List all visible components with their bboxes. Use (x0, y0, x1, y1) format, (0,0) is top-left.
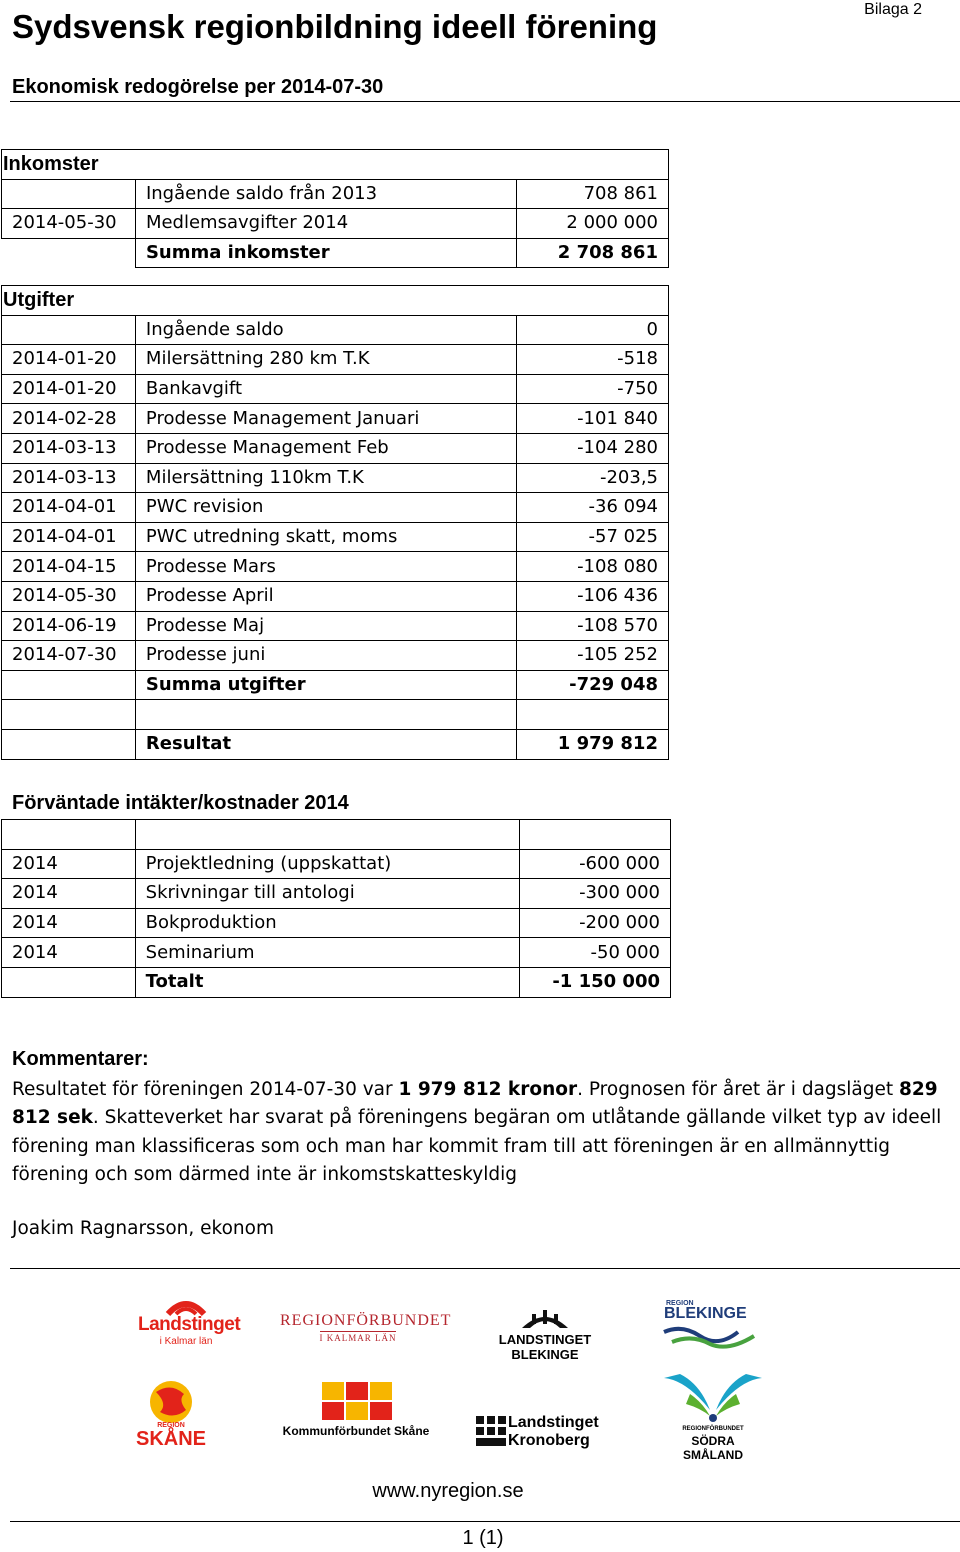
table-row (2, 729, 669, 759)
expense-table (1, 285, 669, 760)
ksk-emblem-icon (282, 1380, 430, 1424)
row-date: 2014-05-30 (2, 581, 136, 611)
row-date (2, 179, 136, 209)
row-date: 2014-04-15 (2, 552, 136, 582)
regionforbundet-kalmar-logo (280, 1312, 452, 1348)
table-row (2, 849, 671, 879)
logo-text: SÖDRA SMÅLAND (683, 1434, 743, 1462)
row-amount: -57 025 (517, 522, 669, 552)
logo-subtext: REGION (157, 1422, 185, 1429)
row-text: Prodesse Maj (135, 611, 516, 641)
empty-cell (2, 729, 136, 759)
blekinge-crown-icon (466, 1306, 624, 1332)
table-row (2, 404, 669, 434)
row-date: 2014-02-28 (2, 404, 136, 434)
logo-text-2: Kronoberg (508, 1432, 590, 1449)
empty-cell (2, 700, 136, 730)
row-date: 2014-04-01 (2, 522, 136, 552)
expense-sum-label: Summa utgifter (135, 670, 516, 700)
table-row (2, 493, 669, 523)
table-row (2, 820, 671, 850)
logo-subtext: REGION (666, 1300, 694, 1307)
row-text: Prodesse juni (135, 641, 516, 671)
empty-cell (2, 238, 136, 268)
row-date: 2014-07-30 (2, 641, 136, 671)
row-date: 2014-03-13 (2, 433, 136, 463)
row-date: 2014 (2, 879, 136, 909)
logo-text: Landstinget (508, 1414, 599, 1431)
row-text: Ingående saldo (135, 315, 516, 345)
landstinget-kalmar-logo (138, 1294, 241, 1350)
document-subtitle: Ekonomisk redogörelse per 2014-07-30 (12, 76, 384, 98)
row-amount: -108 080 (517, 552, 669, 582)
income-heading: Inkomster (2, 150, 669, 180)
forecast-total-amount: -1 150 000 (520, 967, 671, 997)
row-text: Bokproduktion (135, 908, 519, 938)
row-text: Milersättning 110km T.K (135, 463, 516, 493)
empty-cell (2, 820, 136, 850)
skane-griffin-icon (134, 1380, 208, 1424)
logo-subtext: i Kalmar län (159, 1336, 213, 1347)
table-row (2, 522, 669, 552)
row-amount: -108 570 (517, 611, 669, 641)
row-date: 2014 (2, 938, 136, 968)
result-amount: 1 979 812 (517, 729, 669, 759)
kommunforbundet-skane-logo (282, 1380, 430, 1442)
table-row (2, 374, 669, 404)
empty-cell (2, 967, 136, 997)
website-link[interactable]: www.nyregion.se (372, 1480, 524, 1502)
row-text: Medlemsavgifter 2014 (135, 209, 516, 239)
kronoberg-crown-icon (476, 1416, 506, 1448)
document-title: Sydsvensk regionbildning ideell förening (12, 8, 658, 45)
row-text: Seminarium (135, 938, 519, 968)
header-divider (10, 101, 960, 102)
row-amount: -518 (517, 345, 669, 375)
row-text: Skrivningar till antologi (135, 879, 519, 909)
attachment-label: Bilaga 2 (864, 1, 922, 18)
row-amount: -101 840 (517, 404, 669, 434)
logo-text: Landstinget (138, 1314, 241, 1335)
income-table (1, 149, 669, 268)
row-text: Prodesse April (135, 581, 516, 611)
table-row (2, 611, 669, 641)
row-date: 2014 (2, 849, 136, 879)
logo-text: REGIONFÖRBUNDET (280, 1312, 452, 1329)
row-text: PWC utredning skatt, moms (135, 522, 516, 552)
region-skane-logo (134, 1380, 208, 1450)
row-amount: -200 000 (520, 908, 671, 938)
row-text: Ingående saldo från 2013 (135, 179, 516, 209)
row-date: 2014-01-20 (2, 345, 136, 375)
row-date (2, 315, 136, 345)
table-row (2, 433, 669, 463)
row-amount: -105 252 (517, 641, 669, 671)
comment-bold-forecast: 829 812 sek (12, 1079, 938, 1129)
table-row (2, 315, 669, 345)
logo-text: LANDSTINGET BLEKINGE (498, 1332, 592, 1362)
row-amount: -300 000 (520, 879, 671, 909)
empty-cell (517, 700, 669, 730)
regionforbundet-sodra-smaland-logo (660, 1372, 766, 1462)
signature: Joakim Ragnarsson, ekonom (12, 1218, 274, 1239)
table-row (2, 700, 669, 730)
table-row (2, 641, 669, 671)
row-date: 2014-04-01 (2, 493, 136, 523)
table-row (2, 286, 669, 316)
comment-part: Resultatet för föreningen 2014-07-30 var (12, 1079, 399, 1100)
row-amount: -36 094 (517, 493, 669, 523)
blekinge-wave-icon (662, 1322, 762, 1352)
empty-cell (135, 700, 516, 730)
row-text: Bankavgift (135, 374, 516, 404)
comment-bold-result: 1 979 812 kronor (398, 1079, 578, 1100)
forecast-table (1, 819, 671, 998)
forecast-total-label: Totalt (135, 967, 519, 997)
logo-rule (320, 1331, 396, 1332)
row-amount: -203,5 (517, 463, 669, 493)
comments-heading: Kommentarer: (12, 1048, 149, 1070)
result-label: Resultat (135, 729, 516, 759)
row-date: 2014-06-19 (2, 611, 136, 641)
row-text: Prodesse Management Feb (135, 433, 516, 463)
income-sum-amount: 2 708 861 (517, 238, 669, 268)
table-row (2, 463, 669, 493)
row-amount: 708 861 (517, 179, 669, 209)
forecast-heading: Förväntade intäkter/kostnader 2014 (12, 792, 349, 814)
row-amount: 2 000 000 (517, 209, 669, 239)
row-amount: -600 000 (520, 849, 671, 879)
logo-subtext: I KALMAR LÄN (319, 1333, 397, 1343)
table-row (2, 879, 671, 909)
logo-text: SKÅNE (135, 1428, 206, 1450)
table-row (2, 209, 669, 239)
empty-cell (135, 820, 519, 850)
row-text: Milersättning 280 km T.K (135, 345, 516, 375)
row-amount: -106 436 (517, 581, 669, 611)
sodra-smaland-bird-icon (660, 1372, 766, 1426)
row-amount: -104 280 (517, 433, 669, 463)
logo-text: BLEKINGE (664, 1305, 747, 1322)
income-sum-label: Summa inkomster (135, 238, 516, 268)
landstinget-blekinge-logo (466, 1306, 624, 1362)
row-text: PWC revision (135, 493, 516, 523)
table-row (2, 179, 669, 209)
page-number: 1 (1) (462, 1527, 504, 1549)
table-row (2, 552, 669, 582)
region-blekinge-logo (662, 1300, 762, 1350)
row-text: Prodesse Mars (135, 552, 516, 582)
table-row (2, 670, 669, 700)
table-row (2, 938, 671, 968)
empty-cell (520, 820, 671, 850)
row-date: 2014 (2, 908, 136, 938)
comment-part: . Prognosen för året är i dagsläget (577, 1079, 900, 1100)
empty-cell (2, 670, 136, 700)
comments-text (12, 1076, 942, 1190)
footer-divider (10, 1521, 960, 1522)
row-date: 2014-05-30 (2, 209, 136, 239)
comment-part: . Skatteverket har svarat på föreningens begäran om utlåtande gällande vilket typ av ideell förening man klassificeras som och man har kommit fram till att föreningen är en allmännyttig förening och som därmed inte är inkomstskatteskyldig (12, 1107, 942, 1186)
row-amount: -750 (517, 374, 669, 404)
row-amount: -50 000 (520, 938, 671, 968)
table-row (2, 908, 671, 938)
expense-sum-amount: -729 048 (517, 670, 669, 700)
row-text: Prodesse Management Januari (135, 404, 516, 434)
row-text: Projektledning (uppskattat) (135, 849, 519, 879)
table-row (2, 150, 669, 180)
table-row (2, 581, 669, 611)
logo-divider (10, 1268, 960, 1269)
expense-heading: Utgifter (2, 286, 669, 316)
logo-text: Kommunförbundet Skåne (282, 1424, 430, 1438)
row-date: 2014-01-20 (2, 374, 136, 404)
row-amount: 0 (517, 315, 669, 345)
row-date: 2014-03-13 (2, 463, 136, 493)
landstinget-kronoberg-logo (476, 1412, 606, 1452)
table-row (2, 238, 669, 268)
table-row (2, 345, 669, 375)
table-row (2, 967, 671, 997)
logo-subtext: REGIONFÖRBUNDET (682, 1426, 744, 1432)
